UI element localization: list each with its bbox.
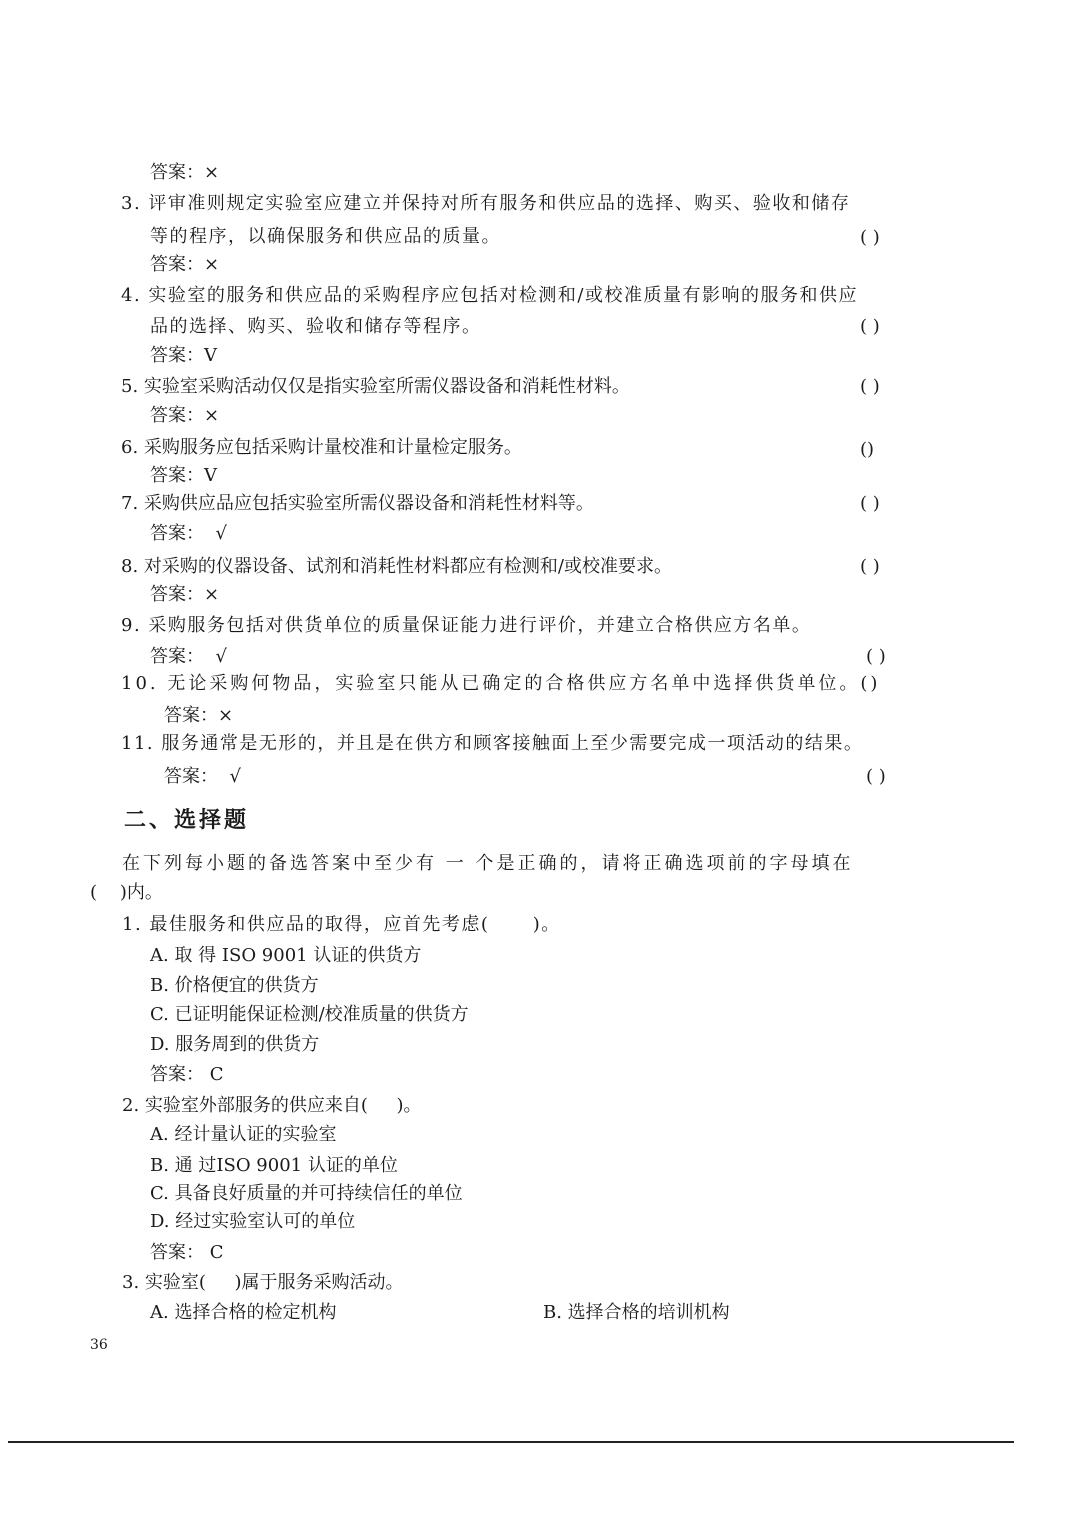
question-9: 9. 采购服务包括对供货单位的质量保证能力进行评价，并建立合格供应方名单。: [121, 615, 812, 636]
footer-divider: [8, 1441, 1014, 1443]
mc-question-1-option-c: C. 已证明能保证检测/校准质量的供货方: [150, 1004, 469, 1025]
mc-question-3-option-a: A. 选择合格的检定机构: [150, 1302, 337, 1323]
answer-3: 答案：×: [150, 254, 220, 275]
question-8: 8. 对采购的仪器设备、试剂和消耗性材料都应有检测和/或校准要求。: [121, 556, 672, 577]
question-5: 5. 实验室采购活动仅仅是指实验室所需仪器设备和消耗性材料。: [121, 376, 630, 397]
mc-answer-1: 答案： C: [150, 1064, 224, 1085]
answer-9: 答案： √: [150, 646, 227, 667]
page-number: 36: [90, 1337, 108, 1353]
question-4-line-2: 品的选择、购买、验收和储存等程序。: [150, 316, 482, 337]
answer-blank-7: ( ): [860, 493, 880, 514]
mc-question-1-option-b: B. 价格便宜的供货方: [150, 975, 319, 996]
mc-answer-2: 答案： C: [150, 1242, 224, 1263]
answer-blank-4: ( ): [860, 316, 880, 337]
question-3-line-2: 等的程序，以确保服务和供应品的质量。: [150, 226, 501, 247]
answer-11: 答案： √: [164, 766, 241, 787]
mc-question-3-option-b: B. 选择合格的培训机构: [543, 1302, 730, 1323]
mc-question-2-option-b: B. 通 过ISO 9001 认证的单位: [150, 1155, 398, 1176]
answer-5: 答案：×: [150, 405, 220, 426]
answer-8: 答案：×: [150, 584, 220, 605]
mc-question-1: 1. 最佳服务和供应品的取得，应首先考虑( )。: [122, 914, 561, 935]
mc-question-3: 3. 实验室( )属于服务采购活动。: [122, 1272, 404, 1293]
section-intro-line-1: 在下列每小题的备选答案中至少有 一 个是正确的，请将正确选项前的字母填在: [122, 853, 854, 874]
mc-question-2-option-d: D. 经过实验室认可的单位: [150, 1211, 356, 1232]
question-6: 6. 采购服务应包括采购计量校准和计量检定服务。: [121, 437, 522, 458]
answer-2: 答案：×: [150, 162, 220, 183]
section-heading: 二、选择题: [124, 807, 250, 833]
answer-blank-11: ( ): [866, 766, 886, 787]
mc-question-2-option-a: A. 经计量认证的实验室: [150, 1124, 337, 1145]
answer-blank-5: ( ): [860, 376, 880, 397]
answer-blank-6: (): [860, 439, 875, 460]
mc-question-2: 2. 实验室外部服务的供应来自( )。: [122, 1095, 422, 1116]
answer-10: 答案：×: [164, 705, 234, 726]
question-11: 11. 服务通常是无形的，并且是在供方和顾客接触面上至少需要完成一项活动的结果。: [121, 733, 864, 754]
answer-6: 答案：V: [150, 465, 217, 486]
question-10: 10. 无论采购何物品，实验室只能从已确定的合格供应方名单中选择供货单位。(): [121, 673, 881, 694]
mc-question-2-option-c: C. 具备良好质量的并可持续信任的单位: [150, 1183, 463, 1204]
question-3-line-1: 3. 评审准则规定实验室应建立并保持对所有服务和供应品的选择、购买、验收和储存: [121, 193, 851, 214]
question-4-line-1: 4. 实验室的服务和供应品的采购程序应包括对检测和/或校准质量有影响的服务和供应: [121, 285, 858, 306]
answer-7: 答案： √: [150, 523, 227, 544]
question-7: 7. 采购供应品应包括实验室所需仪器设备和消耗性材料等。: [121, 493, 594, 514]
section-intro-line-2: ( )内。: [90, 882, 163, 903]
answer-blank-9: ( ): [866, 646, 886, 667]
answer-4: 答案：V: [150, 345, 217, 366]
mc-question-1-option-d: D. 服务周到的供货方: [150, 1034, 320, 1055]
mc-question-1-option-a: A. 取 得 ISO 9001 认证的供货方: [150, 945, 422, 966]
answer-blank-3: ( ): [860, 227, 880, 248]
answer-blank-8: ( ): [860, 556, 880, 577]
